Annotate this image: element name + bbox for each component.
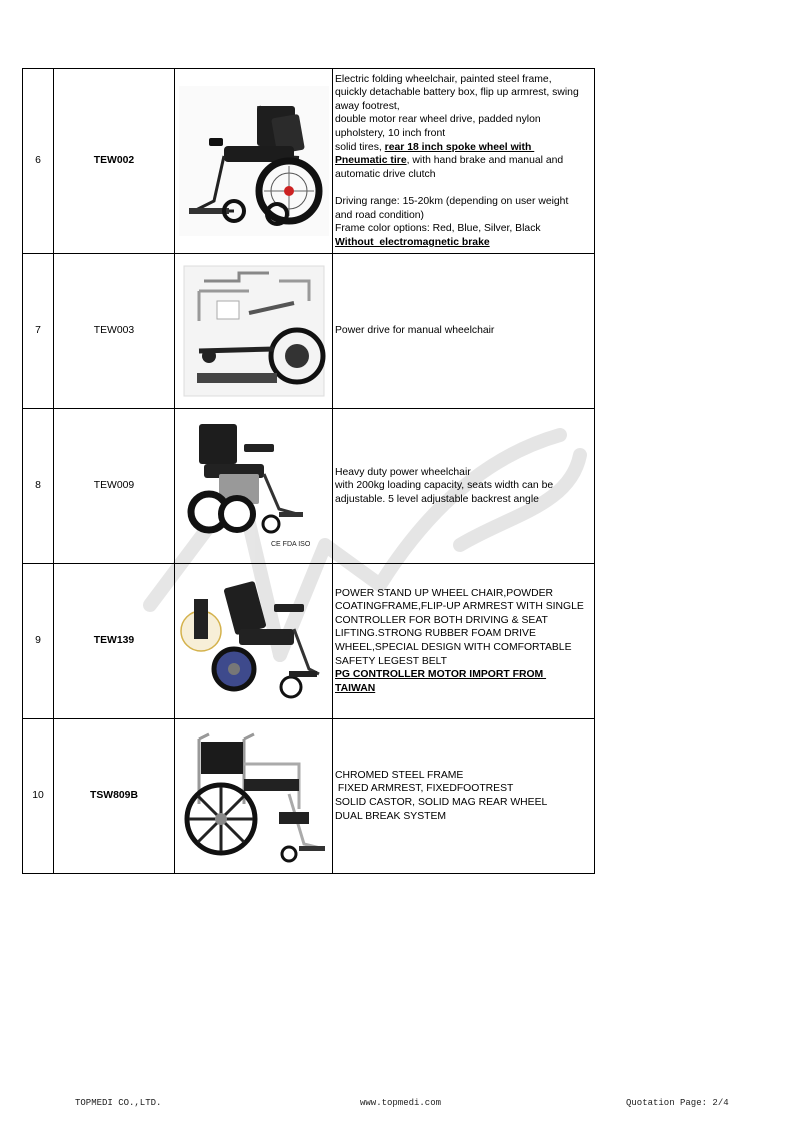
table-row [23,409,595,564]
desc-line: Heavy duty power wheelchair [335,466,471,478]
chrome-manual-wheelchair-icon [179,724,329,869]
product-description [333,719,595,874]
model-code: TEW009 [54,409,175,564]
folding-electric-wheelchair-icon [179,86,329,236]
desc-line [335,141,592,155]
desc-highlight: Pneumatic tire [335,155,407,167]
product-description [333,254,595,409]
desc-line: automatic drive clutch [335,168,436,180]
desc-line: and road condition) [335,209,424,221]
desc-highlight: TAIWAN [335,682,376,694]
heavy-duty-power-wheelchair-icon [179,414,329,559]
certification-marks: CE FDA ISO [270,540,310,548]
power-drive-kit-icon [179,261,329,401]
product-description [333,409,595,564]
model-code: TSW809B [54,719,175,874]
table-row [23,69,595,254]
model-code: TEW003 [54,254,175,409]
desc-line: quickly detachable battery box, flip up armrest, swing [335,87,579,99]
desc-line: FIXED ARMREST, FIXEDFOOTREST [335,783,514,795]
desc-line: POWER STAND UP WHEEL CHAIR,POWDER [335,587,554,599]
footer-website: www.topmedi.com [360,1098,442,1108]
model-code: TEW002 [54,69,175,254]
product-description [333,564,595,719]
product-description [333,69,595,254]
desc-line: with 200kg loading capacity, seats width can be [335,480,554,492]
row-number: 10 [23,719,54,874]
desc-line: SOLID CASTOR, SOLID MAG REAR WHEEL [335,797,548,808]
desc-text: , with hand brake and manual and [406,155,564,167]
row-number: 7 [23,254,54,409]
desc-line: double motor rear wheel drive, padded nylon [335,114,541,126]
table-row [23,564,595,719]
row-number: 8 [23,409,54,564]
desc-line: upholstery, 10 inch front [335,128,446,140]
desc-line: DUAL BREAK SYSTEM [335,810,447,822]
desc-line: CHROMED STEEL FRAME [335,769,464,781]
desc-line: Frame color options: Red, Blue, Silver, Black [335,223,541,235]
desc-line: Driving range: 15-20km (depending on user weight [335,195,569,207]
row-number: 6 [23,69,54,254]
desc-line: CONTROLLER FOR BOTH DRIVING & SEAT [335,614,548,626]
desc-line: SAFETY LEGEST BELT [335,655,448,667]
product-image [175,564,333,719]
product-image [175,719,333,874]
product-image [175,254,333,409]
standing-power-wheelchair-icon [179,569,329,714]
desc-text: solid tires, [335,141,385,153]
table-row [23,254,595,409]
desc-highlight: Without electromagnetic brake [335,236,490,248]
desc-highlight: PG CONTROLLER MOTOR IMPORT FROM [335,669,547,681]
desc-line: away footrest, [335,100,400,112]
desc-line: Power drive for manual wheelchair [335,325,495,337]
product-image [175,69,333,254]
desc-line: WHEEL,SPECIAL DESIGN WITH COMFORTABLE [335,642,572,653]
footer-company: TOPMEDI CO.,LTD. [75,1098,162,1108]
product-image [175,409,333,564]
desc-spacer [335,181,592,195]
desc-line: adjustable. 5 level adjustable backrest angle [335,493,539,505]
table-row [23,719,595,874]
footer-page-number: Quotation Page: 2/4 [626,1098,729,1108]
model-code: TEW139 [54,564,175,719]
row-number: 9 [23,564,54,719]
desc-line: LIFTING.STRONG RUBBER FOAM DRIVE [335,628,536,640]
desc-line: COATINGFRAME,FLIP-UP ARMREST WITH SINGLE [335,601,584,613]
product-table [22,68,595,874]
desc-line [335,154,592,168]
desc-highlight: rear 18 inch spoke wheel with [384,141,535,153]
desc-line: Electric folding wheelchair, painted steel frame, [335,73,552,85]
